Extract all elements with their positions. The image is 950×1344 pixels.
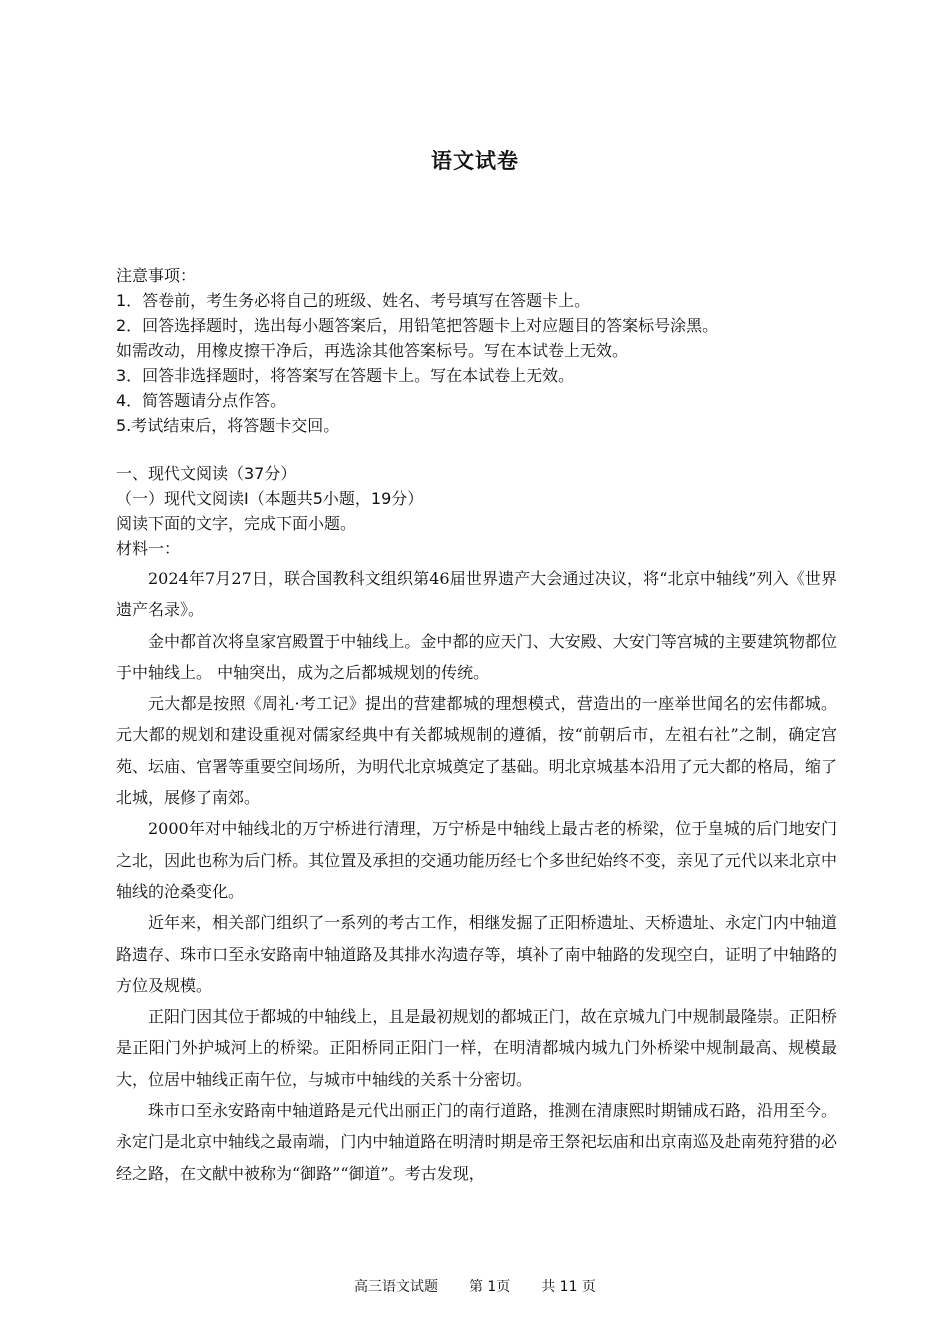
- section-subheading: （一）现代文阅读Ⅰ（本题共5小题，19分）: [116, 489, 424, 508]
- material-label: 材料一：: [116, 539, 181, 558]
- notes-item: 4．简答题请分点作答。: [116, 391, 287, 410]
- notes-item: 5.考试结束后，将答题卡交回。: [116, 416, 340, 435]
- paragraph: 2024年7月27日，联合国教科文组织第46届世界遗产大会通过决议，将“北京中轴线”列入《世界遗产名录》。: [116, 569, 837, 620]
- notes-block: [116, 263, 836, 438]
- paragraph: 金中都首次将皇家宫殿置于中轴线上。金中都的应天门、大安殿、大安门等宫城的主要建筑物都位于中轴线上。 中轴突出，成为之后都城规划的传统。: [116, 631, 837, 682]
- page-footer: [0, 1276, 950, 1296]
- notes-item: 2．回答选择题时，选出每小题答案后，用铅笔把答题卡上对应题目的答案标号涂黑。: [116, 316, 719, 335]
- notes-item: 3．回答非选择题时，将答案写在答题卡上。写在本试卷上无效。: [116, 366, 575, 385]
- notes-item: 1．答卷前，考生务必将自己的班级、姓名、考号填写在答题卡上。: [116, 291, 591, 310]
- footer-exam-name: 高三语文试题: [354, 1279, 439, 1295]
- section-heading: 一、现代文阅读（37分）: [116, 464, 297, 483]
- paragraph: 正阳门因其位于都城的中轴线上，且是最初规划的都城正门，故在京城九门中规制最隆崇。正阳桥是正阳门外护城河上的桥梁。正阳桥同正阳门一样，在明清都城内城九门外桥梁中规制最高、规模最大，位居中轴线正南午位，与城市中轴线的关系十分密切。: [116, 1007, 837, 1089]
- page-title: 语文试卷: [431, 149, 519, 173]
- section-header-block: [116, 461, 836, 561]
- notes-item: 如需改动，用橡皮擦干净后，再选涂其他答案标号。写在本试卷上无效。: [116, 341, 629, 360]
- section-instruction: 阅读下面的文字，完成下面小题。: [116, 514, 357, 533]
- paragraph: 元大都是按照《周礼·考工记》提出的营建都城的理想模式，营造出的一座举世闻名的宏伟都城。元大都的规划和建设重视对儒家经典中有关都城规制的遵循，按“前朝后市，左祖右社”之制，确定宫苑、坛庙、官署等重要空间场所，为明代北京城奠定了基础。明北京城基本沿用了元大都的格局，缩了北城，展修了南郊。: [116, 694, 837, 808]
- footer-page-number: 第 1页: [468, 1279, 511, 1295]
- reading-material: [116, 563, 837, 1189]
- footer-total-pages: 共 11 页: [541, 1279, 596, 1295]
- paragraph: 2000年对中轴线北的万宁桥进行清理，万宁桥是中轴线上最古老的桥梁，位于皇城的后门地安门之北，因此也称为后门桥。其位置及承担的交通功能历经七个多世纪始终不变，亲见了元代以来北京中轴线的沧桑变化。: [116, 819, 837, 901]
- paragraph: 珠市口至永安路南中轴道路是元代出丽正门的南行道路，推测在清康熙时期铺成石路，沿用至今。永定门是北京中轴线之最南端，门内中轴道路在明清时期是帝王祭祀坛庙和出京南巡及赴南苑狩猎的必经之路，在文献中被称为“御路”“御道”。考古发现，: [116, 1101, 837, 1183]
- paragraph: 近年来，相关部门组织了一系列的考古工作，相继发掘了正阳桥遗址、天桥遗址、永定门内中轴道路遗存、珠市口至永安路南中轴道路及其排水沟遗存等，填补了南中轴路的发现空白，证明了中轴路的方位及规模。: [116, 913, 837, 995]
- notes-heading: 注意事项：: [116, 266, 197, 285]
